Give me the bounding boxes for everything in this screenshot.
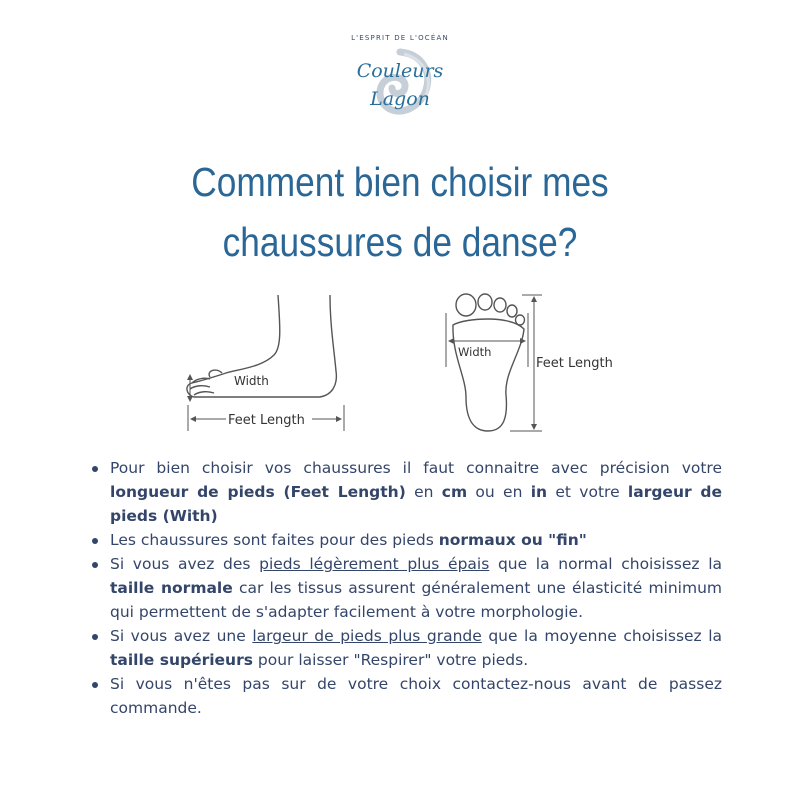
- advice-item: [90, 456, 722, 528]
- bullet-icon: [92, 682, 98, 688]
- bullet-icon: [92, 562, 98, 568]
- text-segment: Les chaussures sont faites pour des pieds: [110, 531, 439, 549]
- advice-list: [90, 456, 722, 720]
- text-segment: Si vous avez une: [110, 627, 253, 645]
- emphasis-text: taille supérieurs: [110, 651, 253, 669]
- text-segment: ou en: [467, 483, 531, 501]
- text-segment: car les tissus assurent généralement une élasticité minimum qui permettent de s'adapter facilement à votre morphologie.: [110, 579, 723, 621]
- bullet-icon: [92, 634, 98, 640]
- advice-item: [90, 624, 722, 672]
- text-segment: que la normal choisissez la: [489, 555, 723, 573]
- sole-view-foot: [453, 294, 525, 431]
- text-segment: Pour bien choisir vos chaussures il faut connaitre avec précision votre: [110, 459, 722, 477]
- text-segment: Si vous n'êtes pas sur de votre choix contactez-nous avant de passez commande.: [110, 675, 722, 717]
- side-width-label: Width: [234, 374, 269, 388]
- emphasis-text: cm: [441, 483, 468, 501]
- advice-item: [90, 528, 722, 552]
- emphasis-text: normaux ou "fin": [438, 531, 587, 549]
- text-segment: pour laisser "Respirer" votre pieds.: [252, 651, 529, 669]
- bullet-icon: [92, 538, 98, 544]
- underlined-text: pieds légèrement plus épais: [259, 555, 490, 573]
- brand-logo: [330, 30, 470, 130]
- underlined-text: largeur de pieds plus grande: [252, 627, 482, 645]
- text-segment: en: [405, 483, 442, 501]
- logo-tagline: L'ESPRIT DE L'OCÉAN: [351, 34, 449, 42]
- bullet-icon: [92, 466, 98, 472]
- text-segment: et votre: [547, 483, 628, 501]
- emphasis-text: in: [530, 483, 548, 501]
- logo-word-lagon: Lagon: [370, 88, 430, 110]
- text-segment: Si vous avez des: [110, 555, 260, 573]
- advice-item: [90, 672, 722, 720]
- foot-measurement-diagram: [170, 285, 630, 445]
- emphasis-text: taille normale: [110, 579, 233, 597]
- advice-list-container: [90, 456, 722, 720]
- sole-length-label: Feet Length: [536, 356, 613, 371]
- sole-width-label: Width: [458, 345, 492, 359]
- text-segment: que la moyenne choisissez la: [481, 627, 723, 645]
- emphasis-text: longueur de pieds (Feet Length): [110, 483, 406, 501]
- side-length-label: Feet Length: [228, 413, 305, 428]
- page-title: Comment bien choisir mes chaussures de danse?: [191, 159, 609, 265]
- emphasis-text: largeur de pieds (With): [110, 483, 723, 525]
- logo-word-couleurs: Couleurs: [356, 60, 444, 82]
- advice-item: [90, 552, 722, 624]
